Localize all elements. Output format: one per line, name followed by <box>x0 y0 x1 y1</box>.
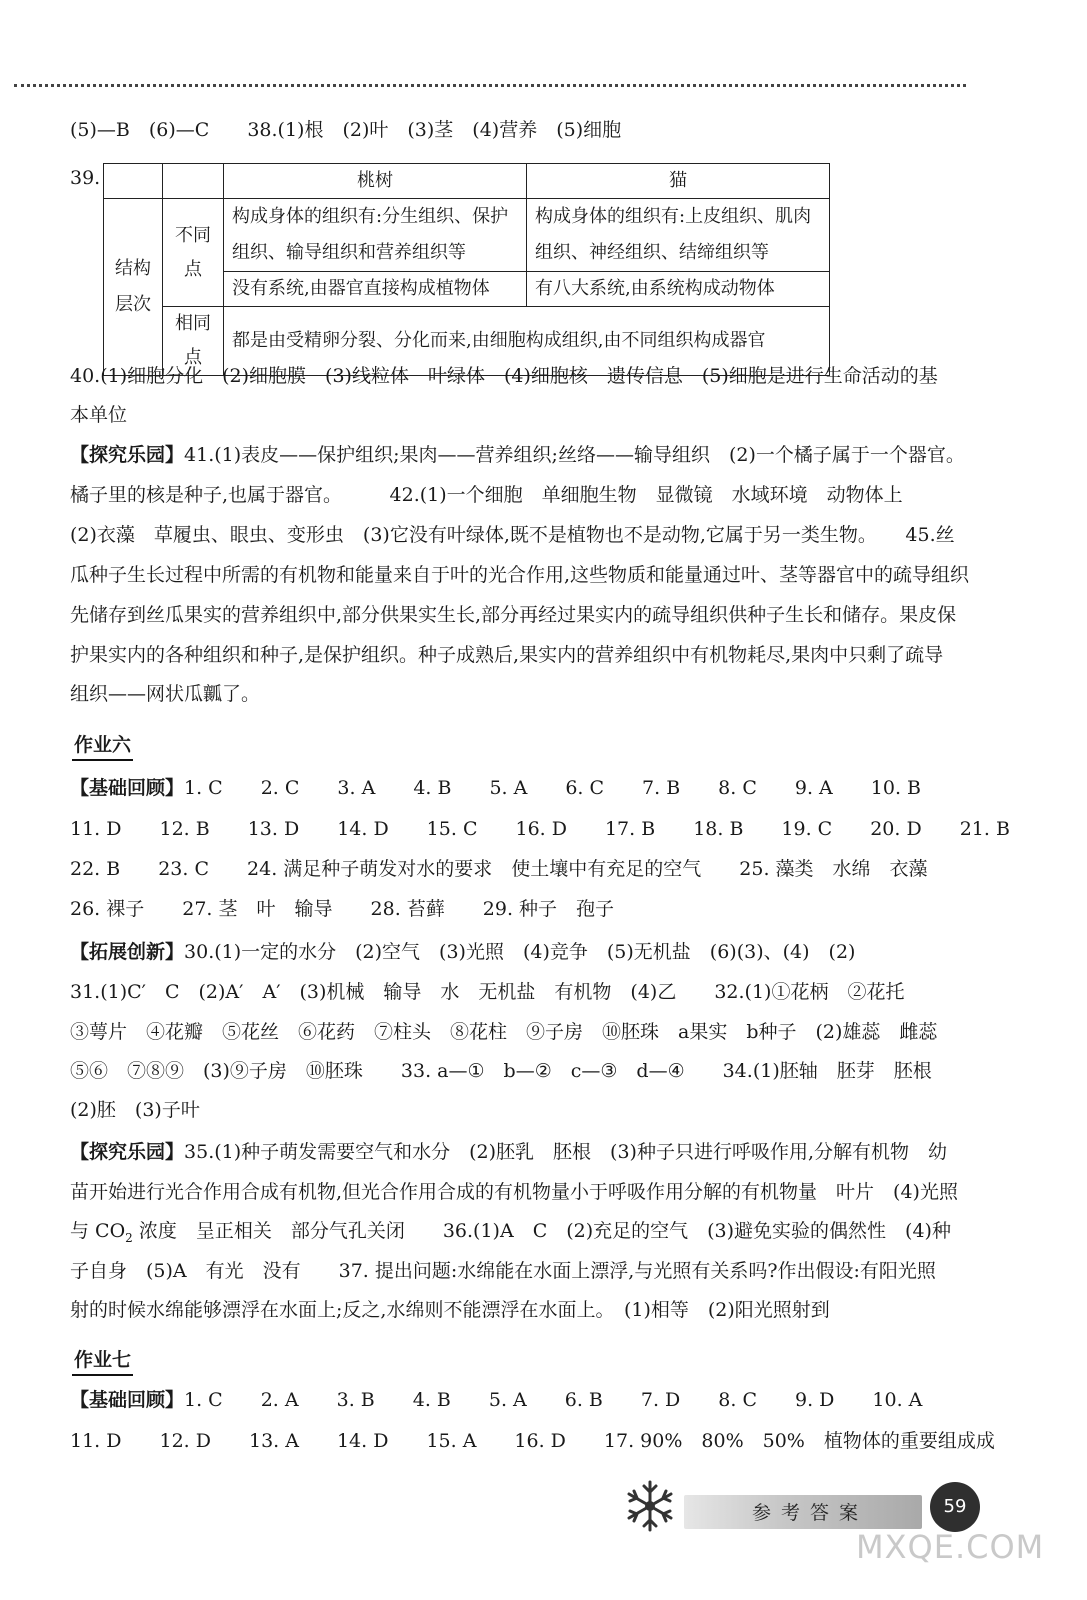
footer-label: 参考答案 <box>752 1502 869 1524</box>
answer-line <box>70 443 977 467</box>
answer-line: (2)胚 (3)子叶 <box>70 1099 200 1121</box>
top-dotted-rule <box>14 84 966 87</box>
answer-line <box>70 1219 977 1250</box>
answer-line: (2)衣藻 草履虫、眼虫、变形虫 (3)它没有叶绿体,既不是植物也不是动物,它属于另一类生物。 45.丝 <box>70 524 955 546</box>
watermark: MXQE.COM <box>856 1528 1045 1566</box>
co2-subscript: 2 <box>125 1230 133 1245</box>
section-title-hw6: 作业六 <box>72 730 133 761</box>
section-tag-explore: 【探究乐园】 <box>70 444 185 466</box>
answer-line <box>70 940 977 964</box>
answer-text: 41.(1)表皮——保护组织;果肉——营养组织;丝络——输导组织 (2)一个橘子属于一个器官。 <box>184 444 965 466</box>
table-row-diff-1 <box>104 199 830 272</box>
answer-line: 26. 裸子 27. 茎 叶 输导 28. 苔藓 29. 种子 孢子 <box>70 898 615 920</box>
row-label-structure: 结构层次 <box>104 199 163 376</box>
answer-line: ⑤⑥ ⑦⑧⑨ (3)⑨子房 ⑩胚珠 33. a—① b—② c—③ d—④ 34.(1)胚轴 胚芽 胚根 <box>70 1060 932 1082</box>
row-label-same: 相同点 <box>163 307 224 376</box>
answer-line: 40.(1)细胞分化 (2)细胞膜 (3)线粒体 叶绿体 (4)细胞核 遗传信息 (5)细胞是进行生命活动的基 <box>70 365 938 387</box>
answer-line: 射的时候水绵能够漂浮在水面上;反之,水绵则不能漂浮在水面上。 (1)相等 (2)阳光照射到 <box>70 1299 830 1321</box>
answer-line: 橘子里的核是种子,也属于器官。 42.(1)一个细胞 单细胞生物 显微镜 水域环境 动物体上 <box>70 484 903 506</box>
section-tag-extend: 【拓展创新】 <box>70 941 185 963</box>
comparison-table <box>103 163 830 376</box>
answer-line: 11. D 12. D 13. A 14. D 15. A 16. D 17. 90% 80% 50% 植物体的重要组成成 <box>70 1430 995 1452</box>
answer-line <box>70 776 977 800</box>
page-number: 59 <box>930 1482 980 1532</box>
section-tag-basic-2: 【基础回顾】 <box>70 1389 185 1411</box>
answer-text: 浓度 呈正相关 部分气孔关闭 36.(1)A C (2)充足的空气 (3)避免实验的偶然性 (4)种 <box>132 1220 951 1242</box>
answer-line: 22. B 23. C 24. 满足种子萌发对水的要求 使土壤中有充足的空气 25. 藻类 水绵 衣藻 <box>70 858 928 880</box>
row-label-diff: 不同点 <box>163 199 224 307</box>
cell-peach-tissues: 构成身体的组织有:分生组织、保护组织、输导组织和营养组织等 <box>224 199 527 272</box>
answer-text: 35.(1)种子萌发需要空气和水分 (2)胚乳 胚根 (3)种子只进行呼吸作用,分解有机物 幼 <box>184 1141 948 1163</box>
answer-text: 1. C 2. A 3. B 4. B 5. A 6. B 7. D 8. C 9. D 10. A <box>184 1389 923 1411</box>
header-peach-tree: 桃树 <box>224 164 527 199</box>
answer-line: 组织——网状瓜瓤了。 <box>70 683 261 705</box>
cell-peach-systems: 没有系统,由器官直接构成植物体 <box>224 272 527 307</box>
section-tag-basic: 【基础回顾】 <box>70 777 185 799</box>
answer-line: ③萼片 ④花瓣 ⑤花丝 ⑥花药 ⑦柱头 ⑧花柱 ⑨子房 ⑩胚珠 a果实 b种子 (2)雄蕊 雌蕊 <box>70 1021 938 1043</box>
section-title-hw7: 作业七 <box>72 1345 133 1376</box>
answer-line <box>70 1388 977 1412</box>
cell-same: 都是由受精卵分裂、分化而来,由细胞构成组织,由不同组织构成器官 <box>224 307 830 376</box>
answer-line: 苗开始进行光合作用合成有机物,但光合作用合成的有机物量小于呼吸作用分解的有机物量 叶片 (4)光照 <box>70 1181 958 1203</box>
answer-text: 与 CO <box>70 1220 126 1242</box>
answer-line: 本单位 <box>70 404 128 426</box>
question-number-39: 39. <box>70 167 101 189</box>
snowflake-icon <box>622 1478 678 1534</box>
answer-text: 1. C 2. C 3. A 4. B 5. A 6. C 7. B 8. C 9. A 10. B <box>184 777 921 799</box>
table-corner-cell-2 <box>163 164 224 199</box>
cell-cat-systems: 有八大系统,由系统构成动物体 <box>527 272 830 307</box>
answer-line: (5)—B (6)—C 38.(1)根 (2)叶 (3)茎 (4)营养 (5)细胞 <box>70 119 622 141</box>
table-header-row <box>104 164 830 199</box>
section-tag-explore-2: 【探究乐园】 <box>70 1141 185 1163</box>
header-cat: 猫 <box>527 164 830 199</box>
answer-line <box>70 1140 977 1164</box>
answer-line: 子自身 (5)A 有光 没有 37. 提出问题:水绵能在水面上漂浮,与光照有关系吗?作出假设:有阳光照 <box>70 1260 936 1282</box>
answer-line: 护果实内的各种组织和种子,是保护组织。种子成熟后,果实内的营养组织中有机物耗尽,果肉中只剩了疏导 <box>70 644 944 666</box>
answer-line: 31.(1)C′ C (2)A′ A′ (3)机械 输导 水 无机盐 有机物 (4)乙 32.(1)①花柄 ②花托 <box>70 981 905 1003</box>
cell-cat-tissues: 构成身体的组织有:上皮组织、肌肉组织、神经组织、结缔组织等 <box>527 199 830 272</box>
answer-text: 30.(1)一定的水分 (2)空气 (3)光照 (4)竞争 (5)无机盐 (6)(3)、(4) (2) <box>184 941 856 963</box>
table-corner-cell <box>104 164 163 199</box>
answer-line: 瓜种子生长过程中所需的有机物和能量来自于叶的光合作用,这些物质和能量通过叶、茎等器官中的疏导组织 <box>70 564 970 586</box>
answer-line: 先储存到丝瓜果实的营养组织中,部分供果实生长,部分再经过果实内的疏导组织供种子生长和储存。果皮保 <box>70 604 957 626</box>
answer-line: 11. D 12. B 13. D 14. D 15. C 16. D 17. B 18. B 19. C 20. D 21. B <box>70 818 1010 840</box>
